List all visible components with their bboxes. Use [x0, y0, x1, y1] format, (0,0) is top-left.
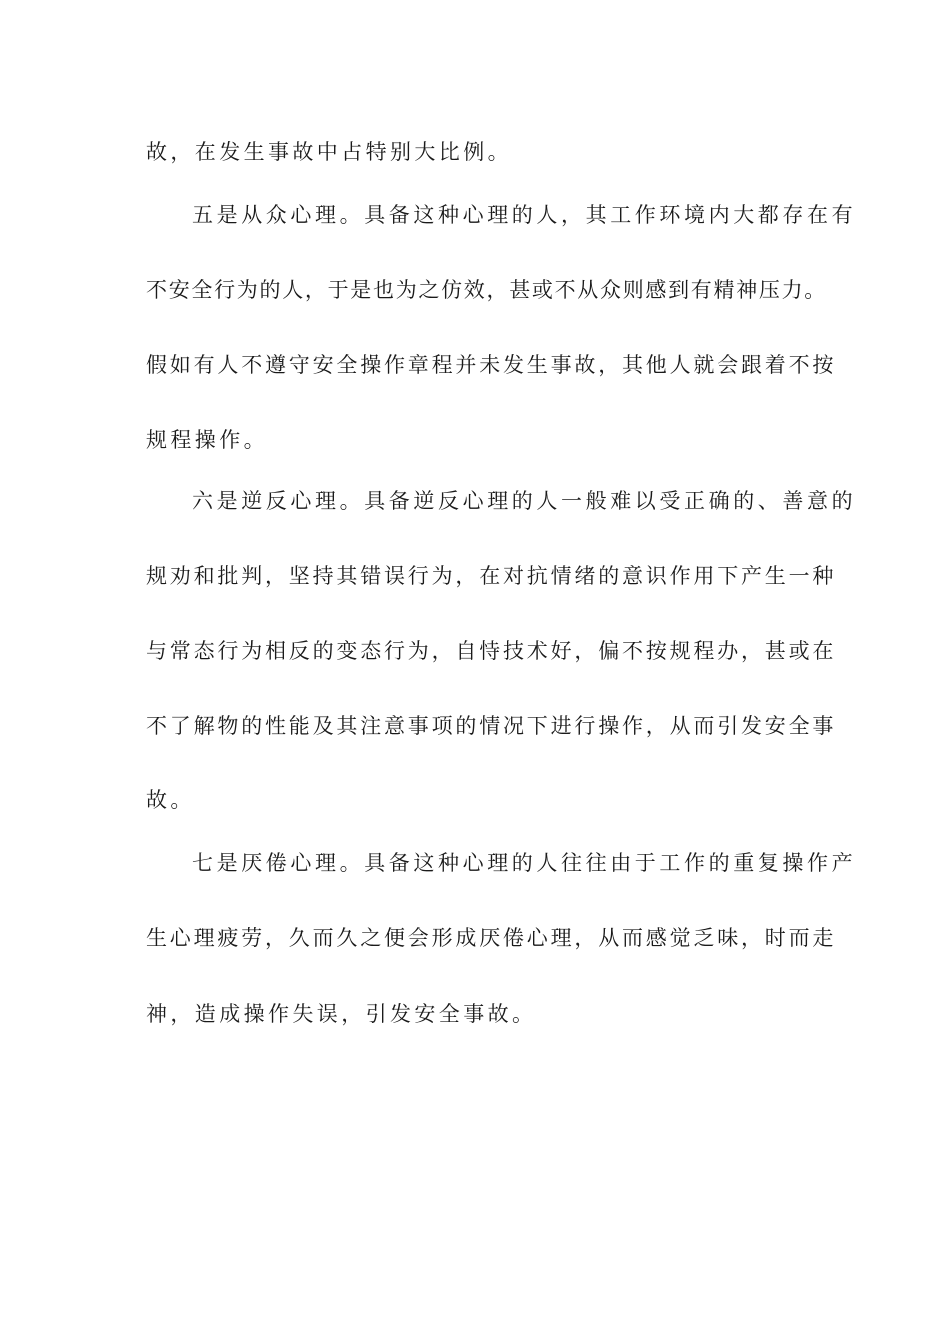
text-line-9: 不了解物的性能及其注意事项的情况下进行操作，从而引发安全事: [146, 714, 837, 738]
text-line-12: 生心理疲劳，久而久之便会形成厌倦心理，从而感觉乏味，时而走: [146, 926, 837, 950]
paragraph-five-start: 五是从众心理。具备这种心理的人，其工作环境内大都存在有: [192, 203, 857, 227]
paragraph-seven-start: 七是厌倦心理。具备这种心理的人往往由于工作的重复操作产: [192, 851, 857, 875]
text-line-1: 故，在发生事故中占特别大比例。: [146, 140, 512, 164]
text-line-5: 规程操作。: [146, 428, 268, 452]
text-line-10: 故。: [146, 788, 195, 812]
paragraph-six-start: 六是逆反心理。具备逆反心理的人一般难以受正确的、善意的: [192, 489, 857, 513]
text-line-7: 规劝和批判，坚持其错误行为，在对抗情绪的意识作用下产生一种: [146, 564, 837, 588]
text-line-13: 神，造成操作失误，引发安全事故。: [146, 1002, 537, 1026]
text-line-8: 与常态行为相反的变态行为，自恃技术好，偏不按规程办，甚或在: [146, 639, 837, 663]
text-line-3: 不安全行为的人，于是也为之仿效，甚或不从众则感到有精神压力。: [146, 278, 827, 302]
text-line-4: 假如有人不遵守安全操作章程并未发生事故，其他人就会跟着不按: [146, 353, 837, 377]
